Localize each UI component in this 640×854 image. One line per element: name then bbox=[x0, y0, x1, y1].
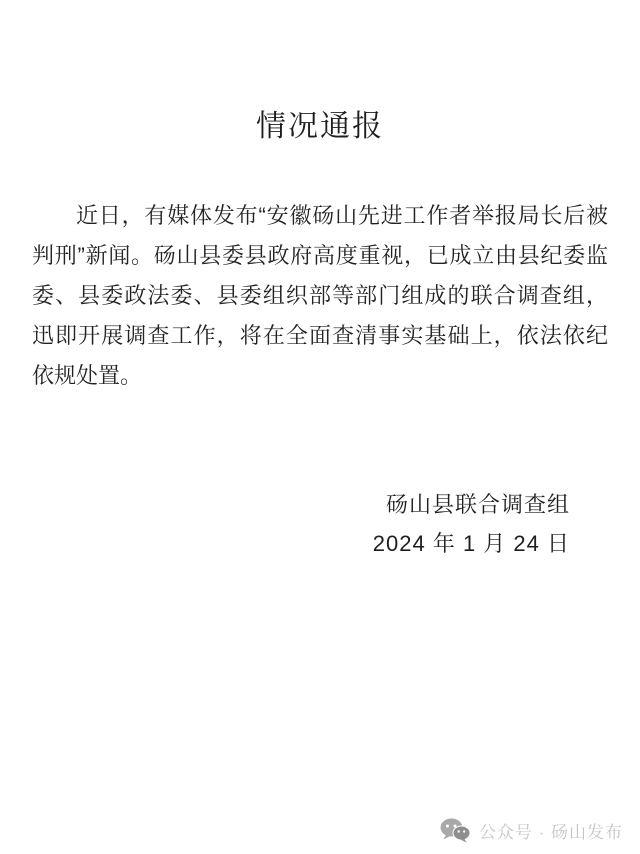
watermark-label: 公众号 · 砀山发布 bbox=[478, 823, 623, 842]
body-line: 近日，有媒体发布“安徽砀山先进工作者举报局长后被 bbox=[76, 203, 608, 228]
notice-date: 2024 年 1 月 24 日 bbox=[372, 531, 570, 556]
body-line: 迅即开展调查工作，将在全面查清事实基础上，依法依纪 bbox=[32, 323, 608, 348]
notice-title: 情况通报 bbox=[256, 110, 384, 143]
body-line: 委、县委政法委、县委组织部等部门组成的联合调查组， bbox=[32, 283, 608, 308]
body-line: 依规处置。 bbox=[32, 363, 143, 388]
body-line: 判刑”新闻。砀山县委县政府高度重视，已成立由县纪委监 bbox=[32, 243, 608, 268]
notice-body bbox=[32, 196, 608, 396]
watermark bbox=[440, 818, 623, 843]
signature: 砀山县联合调查组 bbox=[385, 492, 570, 517]
signature-block bbox=[373, 485, 570, 563]
wechat-icon bbox=[440, 818, 470, 843]
